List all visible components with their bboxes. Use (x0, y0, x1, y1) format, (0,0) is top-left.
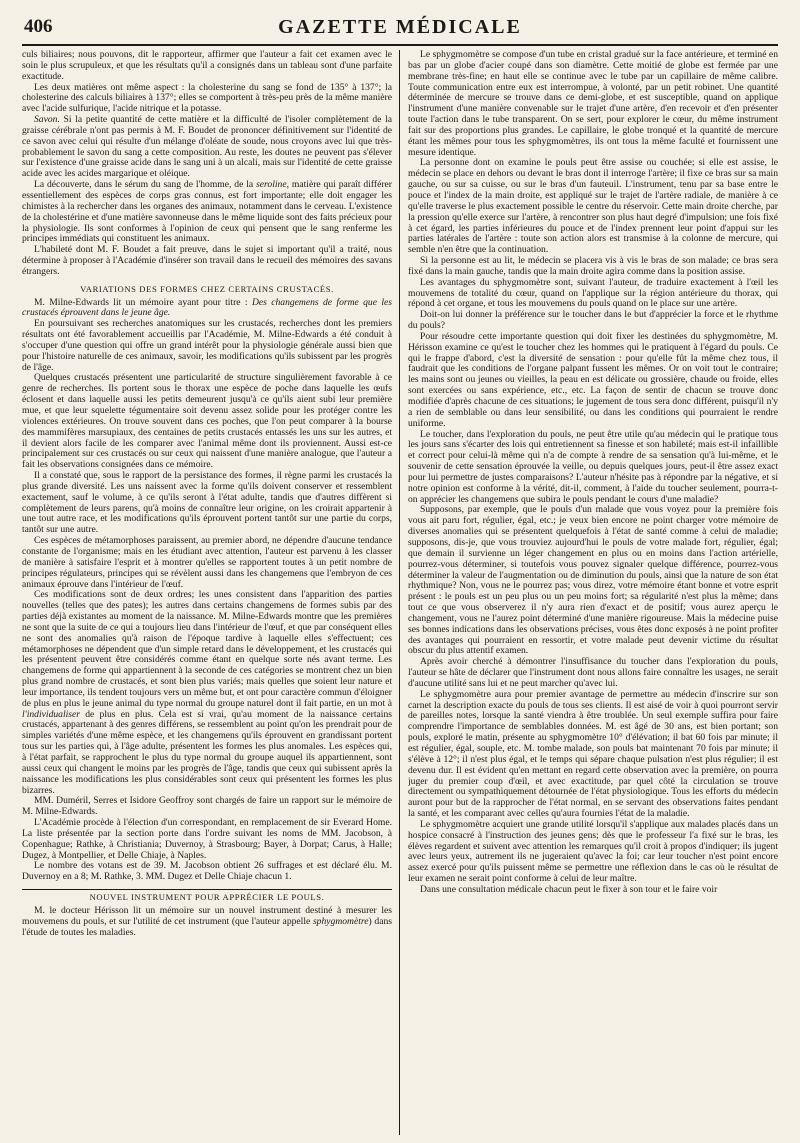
paragraph (22, 590, 392, 796)
section-heading: VARIATIONS DES FORMES CHEZ CERTAINS CRUSTACÉS. (80, 283, 334, 294)
paragraph: Le nombre des votans est de 39. M. Jacobson obtient 26 suffrages et est déclaré élu. M. Duvernoy en a 8; M. Rathke, 3. MM. Dugez et Delle Chiaje chacun 1. (22, 860, 392, 883)
paragraph-text: La découverte, dans le sérum du sang de l'homme, de la (34, 179, 254, 191)
column-divider (399, 50, 400, 1135)
emphasis: Des changemens de forme que les crustacés éprouvent dans le jeune âge. (22, 296, 392, 319)
paragraph: Il a constaté que, sous le rapport de la persistance des formes, il règne parmi les crustacés la plus grande diversité. Les uns naissent avec la forme qu'ils doivent conserver et ressemblent exactement, sauf le volume, à ce qu'ils seront à l'état adulte, tandis que d'autres diffèrent si complètement de leurs parens, qu'à moins de connaître leur origine, on les croirait appartenir à une tout autre race, et les modifications qu'ils éprouvent portent tantôt sur une partie du corps, tantôt sur une autre. (22, 470, 392, 536)
paragraph: Si la personne est au lit, le médecin se placera vis à vis le bras de son malade; ce bras sera fixé dans la main gauche, tandis que la main droite agira comme dans la position assise. (408, 255, 778, 277)
paragraph-label: Savon. (34, 114, 60, 126)
paragraph: Après avoir cherché à démontrer l'insuffisance du toucher dans l'exploration du pouls, l'auteur se hâte de déclarer que l'instrument dont nous allons faire connaître les usages, ne serait d'aucune utilité sans lui et ne peut marcher qu'avec lui. (408, 656, 778, 689)
paragraph: MM. Duméril, Serres et Isidore Geoffroy sont chargés de faire un rapport sur le mémoire de M. Milne-Edwards. (22, 795, 392, 818)
paragraph: La personne dont on examine le pouls peut être assise ou couchée; si elle est assise, le médecin se place en dehors ou devant le bras dont il interroge l'artère; il fixe ce bras sur sa main gauche, ou sur sa cuisse, ou sur le bras d'un fauteuil. L'instrument, tenu par sa base entre le pouce et l'index de la main droite, est appliqué sur le trajet de l'artère radiale, de manière à ce qu'elle traverse le plus exactement possible le centre du réservoir. Cette main droite cherche, par la pression qu'elle exerce sur l'artère, à rencontrer son plus haut degré d'impulsion; une fois fixé à cet égard, les parties inférieures du pouce et de l'index prennent leur point d'appui sur les parties latérales de l'artère : toute son action alors est transmise à la colonne de mercure, qui semble n'en être que la continuation. (408, 157, 778, 256)
page-header (22, 14, 778, 46)
paragraph-text: M. le docteur Hérisson lit un mémoire sur un nouvel instrument destiné à mesurer les mouvemens du pouls, et sur l'utilité de cet instrument (que l'auteur appelle (22, 904, 392, 927)
emphasis: seroline (256, 179, 287, 191)
right-column (408, 50, 778, 1135)
paragraph: Ces espèces de métamorphoses paraissent, au premier abord, ne dépendre d'aucune tendance constante de l'organisme; mais en les étudiant avec attention, l'auteur est parvenu à les classer de manière à satisfaire l'esprit et à montrer qu'elles se rapportent toutes à un petit nombre de principes régulateurs, principes qui se révèlent aussi dans les changemens que l'embryon de ces animaux éprouve dans l'intérieur de l'œuf. (22, 535, 392, 590)
paragraph-text: Ces modifications sont de deux ordres; les unes consistent dans l'apparition des parties nouvelles (telles que des pates); les autres dans certains changemens de formes subis par des parties déjà existantes au moment de la naissance. M. Milne-Edwards montre que les premières ne sont que la suite de ce qui a toujours lieu dans l'intérieur de l'œuf, et que par conséquent elles ne sont des anomalies qu'à raison de l'époque tardive à laquelle elles s'effectuent; ces métamorphoses ne dépendent que d'un simple retard dans le développement, et les crustacés qui les présentent peuvent être considérés comme étant en quelque sorte nés avant terme. Les changemens de forme qui appartiennent à la seconde de ces catégories se montrent chez un bien plus grand nombre de crustacés, et sont bien plus variés; mais quelles que soient leur nature et leur importance, ils tendent toujours vers un même but, et ont pour caractère commun d'éloigner de plus en plus le jeune animal du type normal du groupe naturel dont il fait partie, en un mot à (22, 589, 392, 709)
paragraph: Les avantages du sphygmomètre sont, suivant l'auteur, de traduire exactement à l'œil les mouvemens de totalité du cœur, quand on l'applique sur la région antérieure du thorax, qui répond à cet organe, et tous les mouvemens du pouls quand on le place sur une artère. (408, 276, 778, 310)
paragraph: culs biliaires; nous pouvons, dit le rapporteur, affirmer que l'auteur a fait cet examen avec le soin le plus scrupuleux, et que les résultats qu'il a consignés dans un tableau sont d'une parfaite exactitude. (22, 50, 392, 82)
paragraph (22, 298, 392, 320)
page-number: 406 (24, 16, 53, 37)
paragraph: Doit-on lui donner la préférence sur le toucher dans le but d'apprécier la force et le rhythme du pouls? (408, 309, 778, 332)
paragraph (22, 906, 392, 939)
emphasis: sphygmomètre (312, 915, 369, 927)
paragraph: Le toucher, dans l'exploration du pouls, ne peut être utile qu'au médecin qui le pratique tous les jours sans s'écarter des lois qui entretiennent sa finesse et son habileté; mais est-il infaillible et correct pour celui-là même qui n'a de compte à rendre de sa sensation qu'à lui-même, et le souvenir de cette sensation éprouvée la veille, ou depuis quelques jours, peut-il être assez exact pour lui permettre de justes comparaisons? L'auteur n'hésite pas à répondre par la négative, et si notre opinion est conforme à la vérité, dit-il, comment, à l'aide du toucher seulement, pourra-t-on apprécier les changemens que subira le pouls pendant le cours d'une maladie? (408, 428, 778, 505)
paragraph: Quelques crustacés présentent une particularité de structure singulièrement favorable à ce genre de recherches. Ils portent sous le thorax une espèce de poche dans laquelle les œufs éclosent et dans laquelle aussi les petits demeurent jusqu'à ce qu'ils aient subi leur première mue, et que leur squelette tégumentaire soit devenu assez solide pour les protéger contre les violences extérieures. On trouve souvent dans ces poches, que l'on peut comparer à la bourse des mammifères marsupiaux, des centaines de petits crustacés entassés les uns sur les autres, et il devient alors facile de les comparer avec l'animal même dont ils proviennent. Aussi est-ce principalement sur ces crustacés ou sur ceux qui naissent d'une manière analogue, que l'auteur a fait les observations consignées dans ce mémoire. (22, 372, 392, 471)
journal-title: GAZETTE MÉDICALE (278, 16, 522, 38)
paragraph: En poursuivant ses recherches anatomiques sur les crustacés, recherches dont les premiers résultats ont été favorablement accueillis par l'Académie, M. Milne-Edwards a été conduit à s'occuper d'une question qui offre un grand intérêt pour la physiologie générale aussi bien que pour l'histoire naturelle de ces animaux, savoir, les modifications qu'ils subissent par les progrès de l'âge. (22, 318, 392, 373)
paragraph: L'Académie procède à l'élection d'un correspondant, en remplacement de sir Everard Home. La liste présentée par la section porte dans l'ordre suivant les noms de MM. Jacobson, à Copenhague; Rathke, à Christiania; Duvernoy, à Strasbourg; Bayer, à Dorpat; Carus, à Halle; Dugez, à Montpellier, et Delle Chiaje, à Naples. (22, 817, 392, 861)
paragraph-text: de plus en plus. Cela est si vrai, qu'au moment de la naissance certains crustacés, appartenant à des genres différens, se ressemblent au point qu'on les prendrait pour de simples variétés d'une même espèce, et les changemens qu'ils éprouvent en grandissant portent tous sur les parties qui, à l'âge adulte, présentent les formes les plus anomales. Les espèces qui, à l'état parfait, se rapprochent le plus du type normal du groupe auquel ils appartiennent, sont aussi ceux qui changent le moins par les progrès de l'âge, tandis que ceux qui subissent après la naissance les modifications les plus considérables sont ceux qui présentent les formes les plus bizarres. (22, 708, 392, 796)
emphasis: l'individualiser (22, 708, 81, 720)
paragraph-text: ) dans l'étude de toutes les maladies. (22, 915, 392, 938)
paragraph (22, 115, 392, 180)
paragraph: Le sphygmomètre aura pour premier avantage de permettre au médecin d'inscrire sur son carnet la description exacte du pouls de tous ses clients. Il est aisé de voir à quoi pourront servir de pareilles notes, lorsque la santé viendra à être troublée. Un seul exemple suffira pour faire comprendre l'importance de semblables données. M. est âgé de 30 ans, est bien portant; son pouls, exploré le matin, présente au sphygmomètre 10° d'élévation; il bat 60 fois par minute; il est régulier, égal, souple, etc. M. tombe malade, son pouls bat maintenant 70 fois par minute; il s'élève à 12°; il n'est plus égal, et le temps qui sépare chaque pulsation n'est plus régulier; il est devenu dur. Il est évident qu'en mettant en regard cette observation avec la première, on pourra juger du premier coup d'œil, et avec exactitude, par quel côté la circulation se trouve directement ou sympathiquement détournée de l'état physiologique. Tous les efforts du médecin auront pour but de la rapprocher de l'état normal, en se servant des observations faites pendant la santé, et les comparant avec celles qu'aura fournies l'état de la maladie. (408, 688, 778, 820)
paragraph-text: M. Milne-Edwards lit un mémoire ayant pour titre : (34, 296, 248, 308)
paragraph-text: Si la petite quantité de cette matière et la difficulté de l'isoler complètement de la graisse cérébrale n'ont pas permis à M. F. Boudet de prononcer définitivement sur l'identité de ce savon avec celui qui résulte d'un mélange d'oléate de soude, nous croyons avec lui que très-probablement le savon du sang a cette composition. Au reste, les doutes ne peuvent pas s'élever sur l'existence d'une graisse acide dans le sang uni à un alcali, mais sur l'identité de cette graisse acide avec les acides margarique et oléique. (22, 114, 392, 180)
article-columns (22, 50, 778, 1135)
paragraph: L'habileté dont M. F. Boudet a fait preuve, dans le sujet si important qu'il a traité, nous détermine à proposer à l'Académie d'insérer son travail dans le recueil des mémoires des savans étrangers. (22, 244, 392, 277)
paragraph: Le sphygmomètre acquiert une grande utilité lorsqu'il s'applique aux malades placés dans un hospice consacré à l'instruction des jeunes gens; dès que le professeur l'a fixé sur le bras, les élèves regardent et suivent avec attention les remarques qu'il croit à propos d'indiquer; ils jugent avec leurs yeux, autrement ils ne jugeraient qu'avec la foi; car leur toucher n'est point encore assez exercé pour qu'ils puissent même se permettre une réflexion dans le cas où le résultat de leur examen ne serait point conforme à celui de leur maître. (408, 818, 778, 885)
paragraph: Supposons, par exemple, que le pouls d'un malade que vous voyez pour la première fois vous ait paru fort, régulier, égal, etc.; je veux bien encore ne point charger votre mémoire de diverses anomalies qui se présentent quelquefois à l'état de santé comme à celui de maladie; supposons, dis-je, que vous trouviez aujourd'hui le pouls de votre malade fort, régulier, égal; que demain il survienne un léger changement en plus ou en moins dans l'action artérielle, pourrez-vous déterminer, si toutefois vous pouvez signaler quelque différence, pourrez-vous déterminer la valeur de l'augmentation ou de diminution du pouls, ainsi que la nature de son état rhythmique? Non, vous ne le pourrez pas; vous direz, votre mémoire étant bonne et votre esprit présent : le pouls est un peu plus ou un peu moins fort; sa régularité n'est plus la même; dans tout ce que vous observerez il n'y aura rien d'exact et de positif; vous aurez aperçu le changement, vous ne l'aurez point déterminé d'une manière rigoureuse. Mais la médecine puise ses bonnes indications dans les observations précises, vous êtes donc exposés à ne point profiter des avantages qui pourraient en ressortir, et votre malade peut devenir victime du résultat obscur du plus attentif examen. (408, 504, 778, 657)
paragraph: Les deux matières ont même aspect : la cholesterine du sang se fond de 135° à 137°; la cholesterine des calculs biliaires à 137°; elles se comportent à très-peu près de la même manière avec l'acide sulfurique, l'acide nitrique et la potasse. (22, 81, 392, 115)
paragraph: Le sphygmomètre se compose d'un tube en cristal gradué sur la face antérieure, et terminé en bas par un globe d'acier coupé dans son diamètre. Cette moitié de globe est fermée par une membrane très-fine; en haut elle se continue avec le tube par un capillaire de même calibre. Toute communication entre eux est interrompue, à volonté, par un petit robinet. Une quantité déterminée de mercure se trouve dans ce demi-globe, et est susceptible, quand on applique l'instrument d'une manière convenable sur le trajet d'une artère, d'en recevoir et d'en présenter toute l'action dans le tube transparent. On se sert, pour explorer le cœur, du même instrument fait sur des proportions plus grandes. Le capillaire, le globe tronqué et la quantité de mercure étant les mêmes pour tous les sphygmomètres, ils ont tous la même faculté et fournissent une mesure identique. (408, 50, 778, 158)
section-heading: NOUVEL INSTRUMENT POUR APPRÉCIER LE POULS. (22, 889, 392, 903)
paragraph (22, 180, 392, 245)
paragraph-text: , matière qui paraît différer essentiellement des espèces de corps gras connus, est fort importante; elle doit engager les chimistes à la rechercher dans les organes des animaux, notamment dans le cerveau. L'existence de la cholestérine et d'une matière savonneuse dans le même liquide sont des faits précieux pour la physiologie. Ils sont conformes à l'opinion de ceux qui pensent que le sang renferme les principes immédiats qui constituent les animaux. (22, 179, 392, 245)
left-column (22, 50, 392, 1135)
paragraph: Pour résoudre cette importante question qui doit fixer les destinées du sphygmomètre, M. Hérisson examine ce qu'est le toucher chez les hommes qui le pratiquent à l'égard du pouls. Ce qui le frappe d'abord, c'est la diversité de sensation : pour qu'elle fût la même chez tous, il faudrait que les conditions de l'organe palpant fussent les mêmes. Or on voit tout le contraire; les mains sont ou jeunes ou vieilles, la peau en est délicate ou grossière, chaude ou froide, elles sont exercées ou sans expérience, etc., etc. La façon de sentir de chacun se trouve donc modifiée d'après chacune de ces situations; le jugement de tous sera donc différent, puisqu'il n'y a rien de semblable ou dans leur sensibilité, ou dans les conditions qui pourraient le rendre uniforme. (408, 330, 778, 429)
paragraph: Dans une consultation médicale chacun peut le fixer à son tour et le faire voir (420, 883, 718, 895)
